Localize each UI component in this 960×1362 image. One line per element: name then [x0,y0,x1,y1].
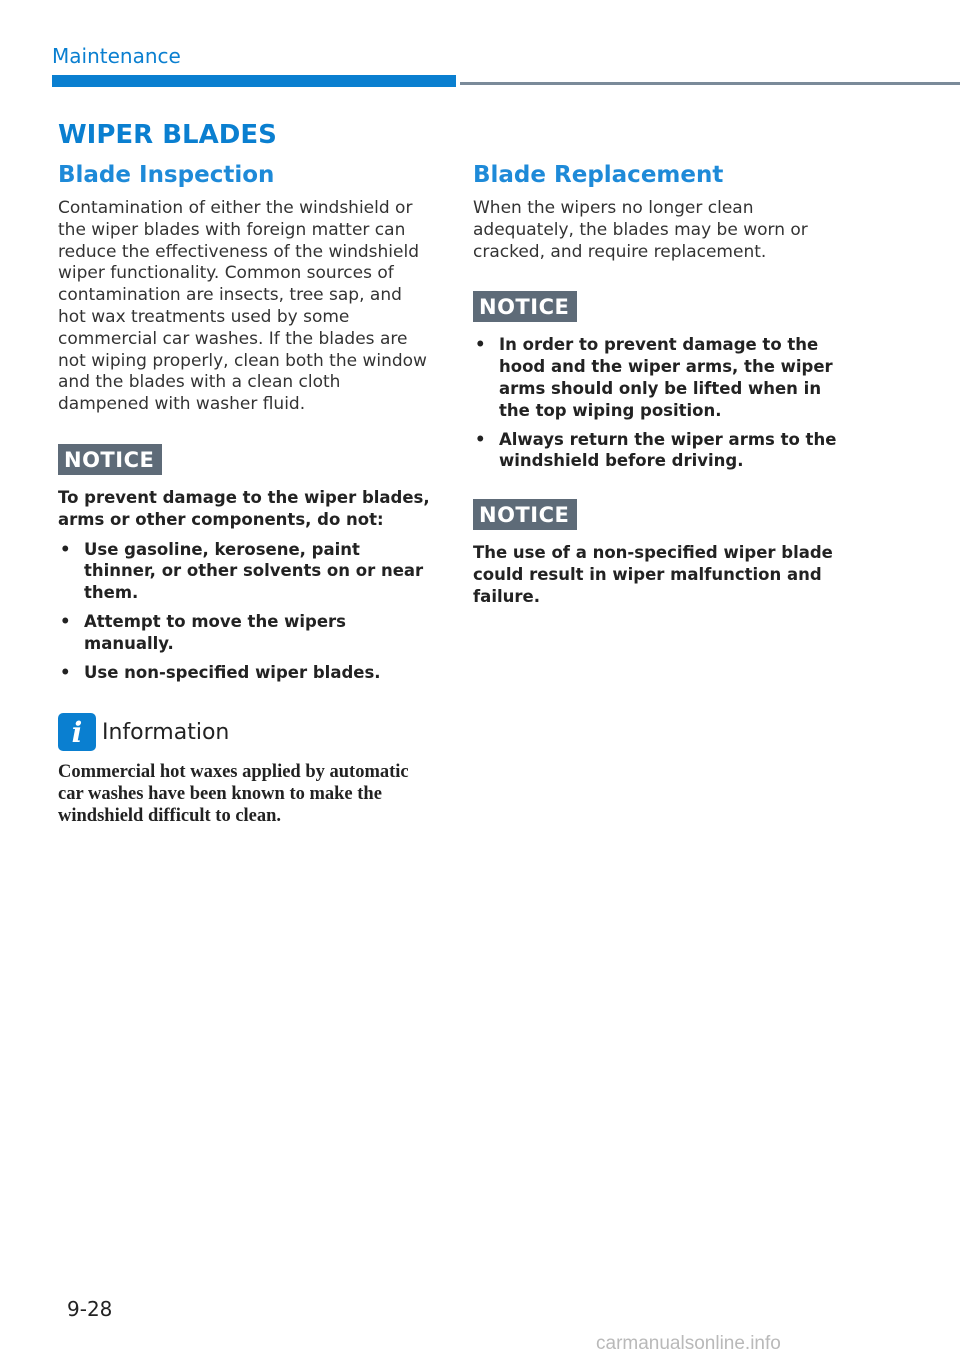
notice-badge: NOTICE [58,444,162,475]
info-icon: i [58,713,96,751]
information-title: Information [102,719,230,745]
bullet: • [475,429,486,449]
list-item: • Always return the wiper arms to the windshield before driving. [475,429,837,471]
header-rule [460,82,960,85]
left-column [58,162,434,827]
notice-list [473,334,853,472]
bullet: • [60,539,71,559]
bullet: • [60,611,71,631]
blade-replacement-heading: Blade Replacement [473,162,724,188]
blade-inspection-heading: Blade Inspection [58,162,275,188]
chapter-title: Maintenance [52,44,181,68]
section-title: WIPER BLADES [58,120,277,150]
blade-inspection-text: Contamination of either the windshield or the wiper blades with foreign matter can reduce the effectiveness of the windshield wiper functionality. Common sources of contamination are insects, tree sap, and hot wax treatments used by some commercial car washes. If the blades are not wiping properly, clean both the window and the blades with a clean cloth dampened with washer fluid. [58,198,427,415]
list-item: • Use gasoline, kerosene, paint thinner, or other solvents on or near them. [60,539,424,603]
notice-text: The use of a non-specified wiper blade could result in wiper malfunction and failure. [473,543,833,606]
list-item: • Use non-specified wiper blades. [60,662,381,682]
watermark: carmanualsonline.info [596,1333,781,1354]
page-number: 9-28 [67,1297,113,1321]
blade-replacement-text: When the wipers no longer clean adequately, the blades may be worn or cracked, and require replacement. [473,198,808,262]
list-item: • In order to prevent damage to the hood and the wiper arms, the wiper arms should only be lifted when in the top wiping position. [475,335,833,420]
bullet: • [475,335,486,355]
information-text: Commercial hot waxes applied by automatic car washes have been known to make the windshield difficult to clean. [58,762,409,827]
bullet: • [60,662,71,682]
notice-intro: To prevent damage to the wiper blades, arms or other components, do not: [58,487,430,529]
information-header [58,713,434,751]
header-accent-bar [52,75,456,87]
notice-badge: NOTICE [473,291,577,322]
list-item: • Attempt to move the wipers manually. [60,611,346,653]
right-column [473,162,853,608]
notice-list [58,539,434,684]
notice-badge: NOTICE [473,499,577,530]
